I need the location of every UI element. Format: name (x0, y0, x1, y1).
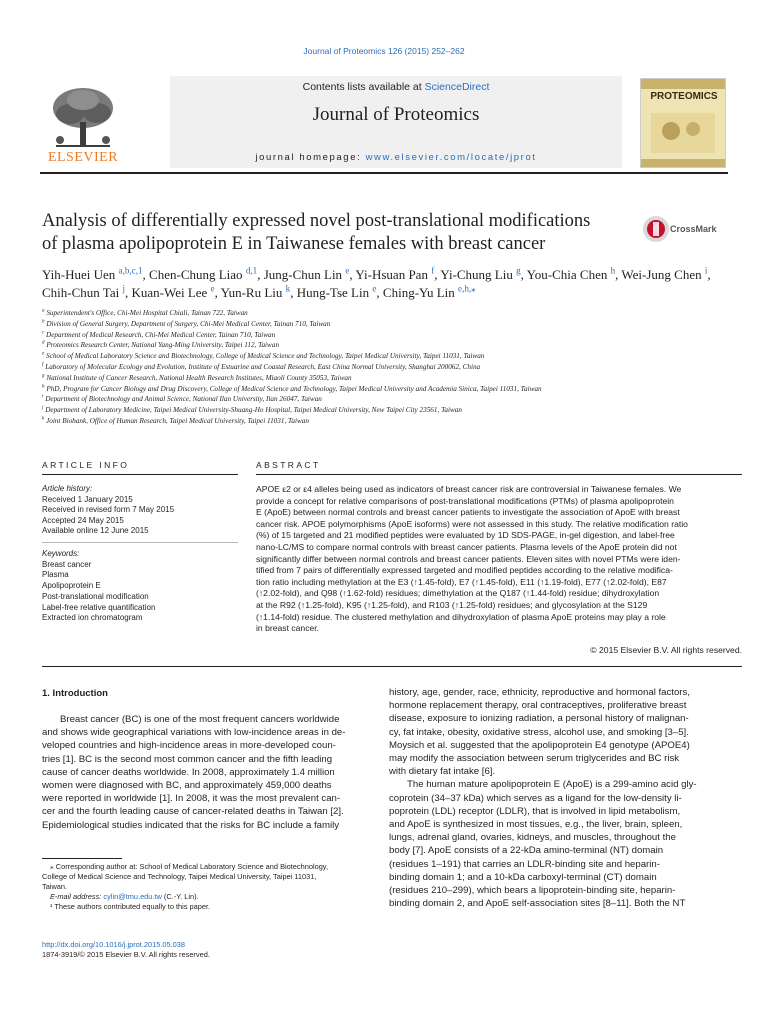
doi-link[interactable]: http://dx.doi.org/10.1016/j.jprot.2015.05.038 (42, 940, 185, 949)
affiliation-list (42, 308, 732, 427)
affiliation-text: Division of General Surgery, Department of Surgery, Chi-Mei Medical Center, Tainan 710, Taiwan (46, 319, 331, 328)
email-label: E-mail address: (50, 892, 104, 901)
article-title (42, 210, 622, 256)
article-info-heading: ARTICLE INFO (42, 460, 130, 470)
article-title-line-2: of plasma apolipoprotein E in Taiwanese females with breast cancer (42, 234, 546, 254)
text-line: (residues 210–299), which bears a lipoprotein-binding site, heparin- (389, 885, 676, 897)
abstract-line: at the R92 (↑1.25-fold), K95 (↑1.25-fold), and R103 (↑1.25-fold) residues; and glycosylation at the S129 (256, 599, 648, 610)
text-line: disease, exposure to ionizing radiation, a personal history of malignan- (389, 713, 689, 725)
doi-block (42, 940, 368, 960)
introduction-heading: 1. Introduction (42, 688, 108, 699)
article-title-line-1: Analysis of differentially expressed novel post-translational modifications (42, 211, 591, 231)
keyword-item: Post-translational modification (42, 591, 149, 601)
author-name: , Kuan-Wei Lee (125, 285, 211, 300)
text-line: cause of cancer deaths worldwide. In 2008, approximately 1.4 million (42, 766, 335, 778)
homepage-prefix: journal homepage: (255, 152, 366, 163)
affiliation-text: PhD, Program for Cancer Biology and Drug Discovery, College of Medical Science and Technology, Taipei Medical University and Academia Sinica, Taipei 11031, Taiwan (46, 384, 542, 393)
text-line: may modify the association between serum triglycerides and BC risk (389, 753, 680, 765)
author-affiliation-marks: e (210, 283, 215, 294)
text-line: tries [1]. BC is the second most common cancer and the fifth leading (42, 753, 333, 765)
history-list (42, 495, 242, 537)
abstract-line: (%) of 15 targeted and 21 modified peptides were evaluated by 1D SDS-PAGE, in-gel digestion, and label-free (256, 530, 675, 541)
author-name: , You-Chia Chen (520, 267, 611, 282)
email-suffix: (C.-Y. Lin). (161, 892, 199, 901)
history-date: Available online 12 June 2015 (42, 526, 149, 536)
text-line: poprotein (LDL) receptor (LDLR), that is involved in lipid metabolism, (389, 805, 681, 817)
affiliation-key: k (42, 416, 45, 422)
abstract-copyright: © 2015 Elsevier B.V. All rights reserved. (590, 645, 742, 655)
affiliation-item (42, 319, 732, 330)
abstract-line: cancer risk. APOE polymorphisms (ApoE isoforms) were not assessed in this study. The relative modification ratio (256, 518, 688, 529)
affiliation-key: a (42, 308, 45, 314)
history-date: Received in revised form 7 May 2015 (42, 505, 175, 515)
author-affiliation-marks: d,1 (245, 265, 258, 276)
author-name: , Ching-Yu Lin (376, 285, 459, 300)
history-date: Accepted 24 May 2015 (42, 515, 124, 525)
article-history (42, 484, 242, 537)
abstract-text (256, 484, 742, 635)
text-line: body [7]. ApoE consists of a 22-kDa amino-terminal (NT) domain (389, 845, 664, 857)
email-link[interactable]: cylin@tmu.edu.tw (103, 892, 162, 901)
article-info-divider (42, 474, 238, 475)
abstract-line: (↑2.02-fold), and Q98 (↑1.62-fold) residues; dimethylation at the Q187 (↑1.44-fold) residue; dihydroxylation (256, 588, 660, 599)
affiliation-key: g (42, 373, 45, 379)
abstract-line: tified from 7 pairs of differentially expressed targeted and modified peptides according to the relative modifica- (256, 565, 673, 576)
affiliation-item (42, 362, 732, 373)
author-list (42, 266, 732, 302)
author-name: , Yi-Hsuan Pan (349, 267, 432, 282)
text-line: history, age, gender, race, ethnicity, reproductive and hormonal factors, (389, 687, 690, 698)
author-name: , Hung-Tse Lin (290, 285, 373, 300)
author-affiliation-marks: i (704, 265, 708, 276)
corresponding-author-line-2: College of Medical Science and Technology, Taipei Medical University, Taipei 11031, (42, 872, 317, 881)
text-line: binding domain 1; and a 10-kDa carboxyl-terminal (CT) domain (389, 871, 657, 883)
corresponding-author-line-3: Taiwan. (42, 882, 68, 891)
body-column-left (42, 713, 368, 832)
text-line: The human mature apolipoprotein E (ApoE) is a 299-amino acid gly- (407, 779, 697, 791)
abstract-line: nano-LC/MS to compare normal controls with breast cancer patients. Plasma levels of the ApoE protein did not (256, 541, 677, 552)
author-name: , Yun-Ru Liu (214, 285, 286, 300)
abstract-bottom-divider (42, 666, 742, 667)
cover-title: PROTEOMICS (650, 91, 718, 102)
issn-line: 1874-3919/© 2015 Elsevier B.V. All rights reserved. (42, 950, 210, 959)
equal-contribution-note: ¹ These authors contributed equally to this paper. (50, 902, 211, 911)
abstract-divider (256, 474, 742, 475)
corresponding-author-line-1: ⁎ Corresponding author at: School of Medical Laboratory Science and Biotechnology, (50, 862, 328, 871)
affiliation-key: e (42, 351, 45, 357)
body-column-right (389, 686, 742, 910)
keywords-list (42, 560, 242, 624)
email-line (42, 892, 368, 902)
contents-prefix: Contents lists available at (302, 81, 425, 93)
affiliation-text: National Institute of Cancer Research, National Health Research Institutes, Miaoli County 35053, Taiwan (46, 373, 352, 382)
author-name: , Chen-Chung Liao (142, 267, 246, 282)
header-divider (40, 172, 728, 174)
keyword-item: Extracted ion chromatogram (42, 613, 143, 623)
affiliation-item (42, 416, 732, 427)
abstract-line: in breast cancer. (256, 623, 320, 634)
crossmark-label[interactable]: CrossMark (670, 224, 717, 234)
text-line: hormone replacement therapy, oral contraceptives, proliferative breast (389, 700, 687, 712)
affiliation-item (42, 405, 732, 416)
abstract-line: significantly differ between normal controls and breast cancer patients. Eleven sites with novel PTMs were iden- (256, 553, 681, 564)
affiliation-item (42, 340, 732, 351)
affiliation-item (42, 351, 732, 362)
affiliation-key: d (42, 341, 45, 346)
sciencedirect-link[interactable]: ScienceDirect (424, 81, 490, 93)
author-affiliation-marks: j (122, 283, 125, 294)
text-line: Epidemiological studies indicated that the risks for BC include a family (42, 819, 340, 831)
text-line: were reported in worldwide [1]. In 2008, it was the most prevalent can- (42, 793, 341, 805)
affiliation-text: Proteomics Research Center, National Yang-Ming University, Taipei 112, Taiwan (46, 341, 280, 350)
history-heading: Article history: (42, 484, 93, 493)
author-name: , Jung-Chun Lin (257, 267, 346, 282)
author-name: Yih-Huei Uen (42, 267, 119, 282)
text-line: binding domain 2, and ApoE self-association sites [8–11]. Both the NT (389, 898, 686, 910)
author-name: , Chih-Chun Tai (42, 267, 711, 300)
abstract-heading: ABSTRACT (256, 460, 321, 470)
text-line: with dietary fat intake [6]. (389, 766, 496, 778)
text-line: coprotein (34–37 kDa) which serves as a ligand for the low-density li- (389, 792, 682, 804)
affiliation-text: Joint Biobank, Office of Human Research, Taipei Medical University, Taipei 11031, Taiwan (46, 416, 309, 425)
affiliation-item (42, 373, 732, 384)
author-affiliation-marks: g (516, 265, 521, 276)
keyword-item: Label-free relative quantification (42, 602, 156, 612)
text-line: Breast cancer (BC) is one of the most frequent cancers worldwide (60, 714, 340, 725)
footnote-divider (42, 858, 122, 859)
author-affiliation-marks: e (372, 283, 377, 294)
affiliation-key: i (42, 394, 44, 400)
text-line: and ApoE is synthesized in most tissues, e.g., the liver, brain, spleen, (389, 819, 683, 831)
author-affiliation-marks: k (285, 283, 291, 294)
abstract-line: E (ApoE) between normal controls and breast cancer patients to investigate the association of ApoE with breast (256, 507, 680, 518)
journal-citation-link[interactable]: Journal of Proteomics 126 (2015) 252–262 (303, 46, 465, 56)
affiliation-text: Department of Laboratory Medicine, Taipei Medical University-Shuang-Ho Hospital, Taipei Medical University, New Taipei City 23561, Taiwan (45, 406, 462, 415)
affiliation-text: Department of Medical Research, Chi-Mei Medical Center, Tainan 710, Taiwan (46, 330, 276, 339)
affiliation-key: c (42, 330, 45, 336)
abstract-line: APOE ε2 or ε4 alleles being used as indicators of breast cancer risk are controversial in Taiwanese females. We (256, 484, 682, 494)
keywords-divider (42, 542, 238, 543)
keyword-item: Apolipoprotein E (42, 581, 101, 591)
paragraph-apoe-structure (389, 778, 742, 910)
author-affiliation-marks: h (610, 265, 616, 276)
history-date: Received 1 January 2015 (42, 494, 133, 504)
affiliation-item (42, 384, 732, 395)
homepage-link[interactable]: www.elsevier.com/locate/jprot (365, 152, 537, 163)
contents-availability (170, 81, 622, 93)
text-line: veloped countries and high-incidence areas in more-developed coun- (42, 740, 336, 752)
journal-title: Journal of Proteomics (312, 104, 480, 125)
affiliation-text: Laboratory of Molecular Ecology and Evolution, Institute of Estuarine and Coastal Research, East China Normal University, Shanghai 200062, China (45, 362, 481, 371)
abstract-line: tion ratio including methylation at the E3 (↑1.45-fold), E7 (↑1.45-fold), E11 (↑1.19-fold), E77 (↑2.02-fold), E87 (256, 576, 667, 587)
affiliation-key: b (42, 319, 45, 325)
author-affiliation-marks: f (431, 265, 435, 276)
author-name: , Yi-Chung Liu (434, 267, 517, 282)
elsevier-wordmark: ELSEVIER (47, 150, 119, 165)
footnotes (42, 862, 368, 912)
keyword-item: Breast cancer (42, 559, 92, 569)
affiliation-item (42, 394, 732, 405)
affiliation-text: Department of Biotechnology and Animal Science, National Ilan University, Ilan 26047, Taiwan (45, 395, 322, 404)
text-line: cer and the fourth leading cause of cancer-related deaths in Taiwan [2]. (42, 806, 344, 818)
abstract-line: provide a concept for relative comparisons of post-translational modifications (PTMs) of plasma apolipoprotein (256, 495, 674, 506)
affiliation-item (42, 330, 732, 341)
paragraph-risk-factors (389, 686, 742, 778)
author-affiliation-marks: e (345, 265, 350, 276)
affiliation-key: h (42, 384, 45, 390)
keyword-item: Plasma (42, 570, 69, 580)
journal-homepage (170, 152, 622, 163)
affiliation-item (42, 308, 732, 319)
author-affiliation-marks: a,b,c,1 (118, 265, 143, 276)
text-line: cy, fat intake, obesity, oxidative stress, alcohol use, and smoking [3–5]. (389, 726, 689, 738)
text-line: lungs, adrenal gland, ovaries, kidneys, and muscles, throughout the (389, 832, 676, 844)
keywords-block (42, 549, 242, 624)
affiliation-key: f (42, 362, 44, 368)
text-line: (residues 1–191) that carries an LDLR-binding site and heparin- (389, 858, 660, 870)
affiliation-key: j (42, 405, 44, 411)
keywords-heading: Keywords: (42, 549, 80, 558)
text-line: and shows wide geographical variations with low-incidence areas in de- (42, 727, 346, 739)
text-line: women were diagnosed with BC, and approximately 459,000 deaths (42, 780, 332, 792)
author-name: , Wei-Jung Chen (615, 267, 705, 282)
text-line: Moysich et al. suggested that the apolipoprotein E4 genotype (APOE4) (389, 739, 690, 751)
affiliation-text: School of Medical Laboratory Science and Biotechnology, College of Medical Science and Technology, Taipei Medical University, Taipei 11031, Taiwan (46, 352, 485, 361)
author-affiliation-marks: e,h,⁎ (458, 283, 476, 294)
abstract-line: (↑1.14-fold) residue. The clustered methylation and dihydroxylation of plasma ApoE proteins may play a role (256, 611, 666, 622)
affiliation-text: Superintendent's Office, Chi-Mei Hospital Chiali, Tainan 722, Taiwan (46, 309, 248, 317)
